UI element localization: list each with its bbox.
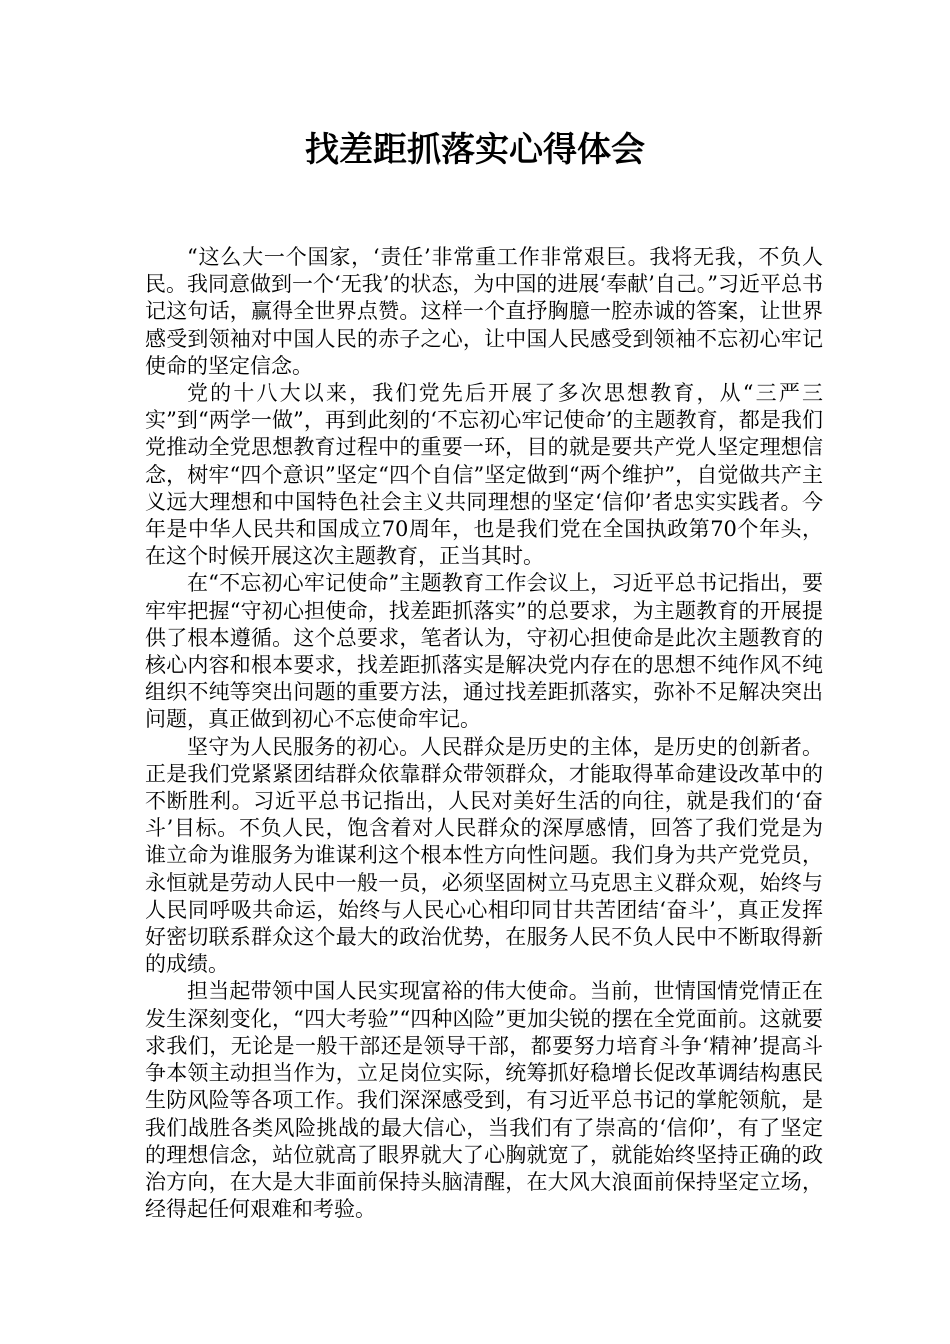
- paragraph-2: 党的十八大以来，我们党先后开展了多次思想教育，从“三严三实”到“两学一做”，再到此刻的‘不忘初心牢记使命’的主题教育，都是我们党推动全党思想教育过程中的重要一环，目的就是要共产党人坚定理想信念，树牢“四个意识”坚定“四个自信”坚定做到“两个维护”，自觉做共产主义远大理想和中国特色社会主义共同理想的坚定‘信仰’者忠实实践者。今年是中华人民共和国成立70周年，也是我们党在全国执政第70个年头，在这个时候开展这次主题教育，正当其时。: [145, 381, 823, 569]
- document-body: [145, 244, 823, 1223]
- paragraph-3: 在“不忘初心牢记使命”主题教育工作会议上，习近平总书记指出，要牢牢把握“守初心担使命，找差距抓落实”的总要求，为主题教育的开展提供了根本遵循。这个总要求，笔者认为，守初心担使命是此次主题教育的核心内容和根本要求，找差距抓落实是解决党内存在的思想不纯作风不纯组织不纯等突出问题的重要方法，通过找差距抓落实，弥补不足解决突出问题，真正做到初心不忘使命牢记。: [145, 571, 823, 732]
- document-title: 找差距抓落实心得体会: [305, 130, 645, 170]
- paragraph-1: “这么大一个国家，‘责任’非常重工作非常艰巨。我将无我，不负人民。我同意做到一个‘无我’的状态，为中国的进展‘奉献’自己。”习近平总书记这句话，赢得全世界点赞。这样一个直抒胸臆一腔赤诚的答案，让世界感受到领袖对中国人民的赤子之心，让中国人民感受到领袖不忘初心牢记使命的坚定信念。: [145, 245, 823, 378]
- paragraph-5: 担当起带领中国人民实现富裕的伟大使命。当前，世情国情党情正在发生深刻变化，“四大考验”“四种凶险”更加尖锐的摆在全党面前。这就要求我们，无论是一般干部还是领导干部，都要努力培育斗争‘精神’提高斗争本领主动担当作为，立足岗位实际，统筹抓好稳增长促改革调结构惠民生防风险等各项工作。我们深深感受到，有习近平总书记的掌舵领航，是我们战胜各类风险挑战的最大信心，当我们有了崇高的‘信仰’，有了坚定的理想信念，站位就高了眼界就大了心胸就宽了，就能始终坚持正确的政治方向，在大是大非面前保持头脑清醒，在大风大浪面前保持坚定立场，经得起任何艰难和考验。: [145, 979, 823, 1222]
- paragraph-4: 坚守为人民服务的初心。人民群众是历史的主体，是历史的创新者。正是我们党紧紧团结群众依靠群众带领群众，才能取得革命建设改革中的不断胜利。习近平总书记指出，人民对美好生活的向往，就是我们的‘奋斗’目标。不负人民，饱含着对人民群众的深厚感情，回答了我们党是为谁立命为谁服务为谁谋利这个根本性方向性问题。我们身为共产党党员，永恒就是劳动人民中一般一员，必须坚固树立马克思主义群众观，始终与人民同呼吸共命运，始终与人民心心相印同甘共苦团结‘奋斗’，真正发挥好密切联系群众这个最大的政治优势，在服务人民不负人民中不断取得新的成绩。: [145, 734, 823, 977]
